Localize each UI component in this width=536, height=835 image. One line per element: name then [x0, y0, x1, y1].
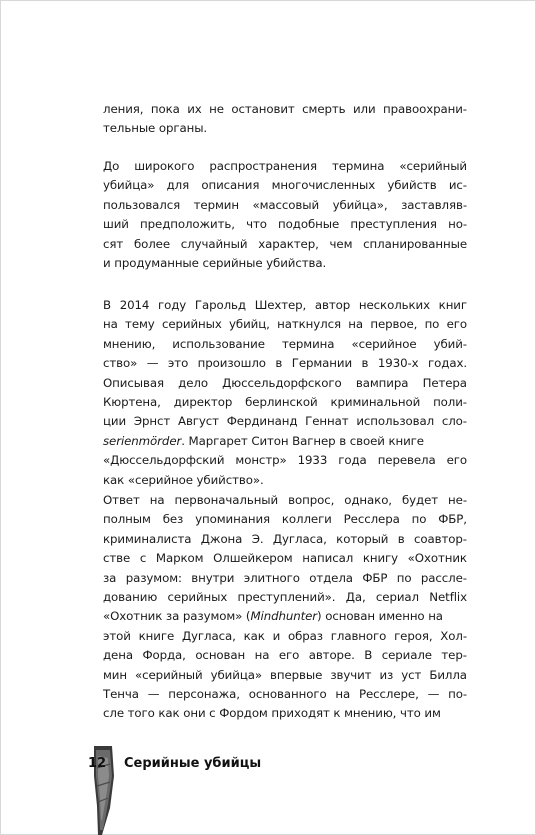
word: убийца» [210, 667, 262, 682]
word: Петера [422, 375, 467, 390]
word: берлинской [245, 394, 318, 409]
word: авторе. [308, 648, 355, 663]
word: серийных [161, 317, 222, 332]
word: сериале [381, 648, 432, 663]
word: подобные [278, 217, 340, 232]
word: Гарольд [194, 298, 246, 312]
word: «серийное [351, 336, 417, 351]
text-line [103, 530, 467, 549]
word: сло- [441, 414, 467, 429]
word: До [103, 159, 120, 173]
line-text [103, 704, 441, 723]
word: дело [178, 375, 208, 390]
word: описания [201, 178, 260, 193]
word: мнению, [103, 336, 156, 351]
word: его [446, 317, 467, 332]
word: который [336, 531, 389, 546]
word: Э. [251, 531, 264, 546]
word: Ответ [103, 493, 140, 507]
text-line [103, 627, 467, 646]
text-line [103, 607, 467, 626]
line-text [103, 432, 424, 451]
text-segment: тельные органы. [103, 121, 208, 136]
text-segment: и продуманные серийные убийства. [103, 255, 327, 270]
word: термина [281, 336, 335, 351]
word: Netflix [429, 589, 467, 604]
word: основан [195, 648, 246, 663]
word: без [162, 512, 184, 527]
word: криминальной [330, 394, 421, 409]
text-line [103, 451, 467, 470]
word: коллеги [281, 512, 332, 527]
line-text [103, 254, 326, 273]
word: уст [401, 667, 422, 682]
text-line [103, 491, 467, 510]
text-line [103, 354, 467, 373]
word: ший [103, 217, 129, 232]
word: на [335, 686, 351, 701]
word: правоохрани- [383, 102, 467, 116]
word: В [103, 298, 111, 312]
line-text [103, 471, 264, 490]
word: убийств [387, 178, 437, 193]
word: соавтор- [414, 531, 467, 546]
word: Фердинанд [226, 414, 298, 429]
text-line [103, 704, 467, 723]
word: преступления [350, 217, 437, 232]
word: использовал [356, 414, 435, 429]
word: будет [401, 493, 439, 507]
word: вопрос, [288, 493, 335, 507]
page-number: 12 [88, 756, 107, 771]
paragraph [103, 100, 467, 139]
word: Эрнст [133, 414, 171, 429]
word: тер- [441, 648, 467, 663]
word: «Дюссельдорфский [103, 453, 225, 468]
word: Август [177, 414, 219, 429]
word: ФБР [362, 570, 388, 585]
paragraph [103, 157, 467, 273]
italic-term: serienmörder [103, 433, 182, 448]
text-line [103, 119, 467, 138]
text-segment: ) основан именно на [317, 609, 443, 624]
word: Ресслера [343, 512, 400, 527]
word: пока [150, 102, 180, 116]
word: в [361, 356, 369, 371]
text-line [103, 235, 467, 254]
word: с [139, 551, 147, 566]
word: стве [103, 551, 131, 566]
text-line [103, 157, 467, 176]
word: книг [438, 298, 467, 312]
word: произошло [197, 356, 266, 371]
word: Форда, [142, 648, 186, 663]
word: однако, [344, 493, 392, 507]
text-line [103, 374, 467, 393]
word: заставляв- [401, 197, 467, 212]
word: годах. [428, 356, 467, 371]
word: В [364, 648, 373, 663]
word: его [446, 453, 467, 468]
word: многочисленных [271, 178, 376, 193]
text-line [103, 471, 467, 490]
word: Да, [345, 589, 366, 604]
word: чем [329, 236, 353, 251]
text-line [103, 549, 467, 568]
word: персонажа, [168, 686, 240, 701]
word: ции [103, 414, 127, 429]
word: спланированные [363, 236, 467, 251]
word: более [133, 236, 170, 251]
word: сят [103, 236, 124, 251]
word: предположить, [140, 217, 235, 232]
word: на [103, 317, 118, 332]
word: 1930-х [377, 356, 419, 371]
word: году [158, 298, 187, 312]
word: звучит [330, 667, 372, 682]
word: первоначальный [174, 493, 279, 507]
word: по [396, 570, 412, 585]
word: распространения [209, 159, 317, 173]
text-line [103, 315, 467, 334]
word: Олшейкером [213, 551, 293, 566]
word: как [243, 628, 265, 643]
word: случайный [180, 236, 248, 251]
word: Описывая [103, 375, 164, 390]
word: ления, [103, 102, 144, 116]
word: по- [448, 686, 467, 701]
word: убий- [433, 336, 467, 351]
text-line [103, 254, 467, 273]
word: года [338, 453, 367, 468]
word: преступлений». [237, 589, 336, 604]
word: Джона [200, 531, 243, 546]
word: наткнулся [277, 317, 341, 332]
text-line [103, 588, 467, 607]
word: на [348, 317, 364, 332]
word: но- [448, 217, 467, 232]
word: «Охотник [407, 551, 467, 566]
word: использование [172, 336, 265, 351]
text-line [103, 215, 467, 234]
word: из [379, 667, 394, 682]
word: по [411, 512, 427, 527]
text-line [103, 510, 467, 529]
word: перевела [377, 453, 436, 468]
word: — [146, 356, 159, 371]
word: Ресслере, [358, 686, 419, 701]
paragraph [103, 296, 467, 490]
word: 1933 [297, 453, 328, 468]
text-line [103, 685, 467, 704]
word: Шехтер, [254, 298, 307, 312]
word: дена [103, 648, 133, 663]
text-line [103, 569, 467, 588]
word: криминалиста [103, 531, 192, 546]
word: «серийный [135, 667, 203, 682]
word: в [275, 356, 283, 371]
word: «массовый [252, 197, 320, 212]
word: его [278, 648, 300, 663]
word: Геннат [305, 414, 349, 429]
word: пользовался [103, 197, 181, 212]
text-segment: как «серийное убийство». [103, 472, 264, 487]
word: первое, [370, 317, 418, 332]
page-footer [0, 746, 536, 835]
word: и [272, 628, 281, 643]
word: написал [302, 551, 354, 566]
word: Дугласа, [181, 628, 236, 643]
text-line [103, 666, 467, 685]
word: Дюссельдорфского [222, 375, 342, 390]
word: основанного [248, 686, 327, 701]
word: Марком [155, 551, 204, 566]
word: убийца», [332, 197, 388, 212]
word: — [427, 686, 440, 701]
word: нескольких [358, 298, 430, 312]
word: отдела [309, 570, 353, 585]
text-line [103, 176, 467, 195]
word: по [424, 317, 440, 332]
italic-term: Mindhunter [250, 609, 318, 624]
word: разумом: [125, 570, 182, 585]
word: «серийный [399, 159, 467, 173]
running-title: Серийные убийцы [124, 756, 262, 771]
text-line [103, 412, 467, 431]
word: сериал [375, 589, 419, 604]
word: дованию [103, 589, 158, 604]
word: монстр» [235, 453, 287, 468]
word: рассле- [420, 570, 467, 585]
word: ис- [448, 178, 467, 193]
text-line [103, 393, 467, 412]
word: термин [193, 197, 239, 212]
word: Тенча [103, 686, 139, 701]
word: термина [331, 159, 385, 173]
word: вампира [355, 375, 409, 390]
word: не [209, 102, 224, 116]
word: Билла [429, 667, 467, 682]
word: упоминания [195, 512, 271, 527]
word: в [397, 531, 405, 546]
text-line [103, 296, 467, 315]
word: тему [125, 317, 155, 332]
word: ство» [103, 356, 138, 371]
word: или [352, 102, 376, 116]
word: Германии [291, 356, 353, 371]
word: что [246, 217, 267, 232]
text-line [103, 196, 467, 215]
word: главного [330, 628, 387, 643]
paragraph [103, 491, 467, 724]
word: ФБР, [438, 512, 467, 527]
word: Кюртена, [103, 394, 161, 409]
word: поли- [433, 394, 467, 409]
word: за [103, 570, 117, 585]
line-text [103, 119, 207, 138]
word: на [254, 648, 270, 663]
word: впервые [270, 667, 323, 682]
text-segment: сле того как они с Фордом приходят к мнению, что им [103, 706, 441, 721]
word: внутри [191, 570, 235, 585]
word: не- [448, 493, 467, 507]
word: на [149, 493, 165, 507]
word: смерть [302, 102, 346, 116]
text-line [103, 646, 467, 665]
word: их [187, 102, 202, 116]
word: Хол- [440, 628, 467, 643]
word: героя, [394, 628, 433, 643]
word: мин [103, 667, 127, 682]
word: директор [173, 394, 233, 409]
text-line [103, 100, 467, 119]
word: характер, [258, 236, 319, 251]
text-segment: . Маргарет Ситон Вагнер в своей книге [181, 433, 424, 448]
word: остановит [231, 102, 295, 116]
word: книгу [362, 551, 399, 566]
word: элитного [243, 570, 300, 585]
word: 2014 [119, 298, 150, 312]
word: серийных [167, 589, 228, 604]
word: Дугласа, [272, 531, 327, 546]
word: полным [103, 512, 151, 527]
text-line [103, 432, 467, 451]
word: книге [138, 628, 175, 643]
word: автор [314, 298, 351, 312]
word: убийц, [229, 317, 270, 332]
line-text [103, 607, 443, 626]
word: — [147, 686, 160, 701]
word: убийца» [103, 178, 155, 193]
word: для [166, 178, 190, 193]
text-segment: «Охотник за разумом» ( [103, 609, 251, 624]
word: широкого [134, 159, 195, 173]
word: это [167, 356, 189, 371]
word: этой [103, 628, 131, 643]
text-line [103, 335, 467, 354]
word: образ [287, 628, 323, 643]
